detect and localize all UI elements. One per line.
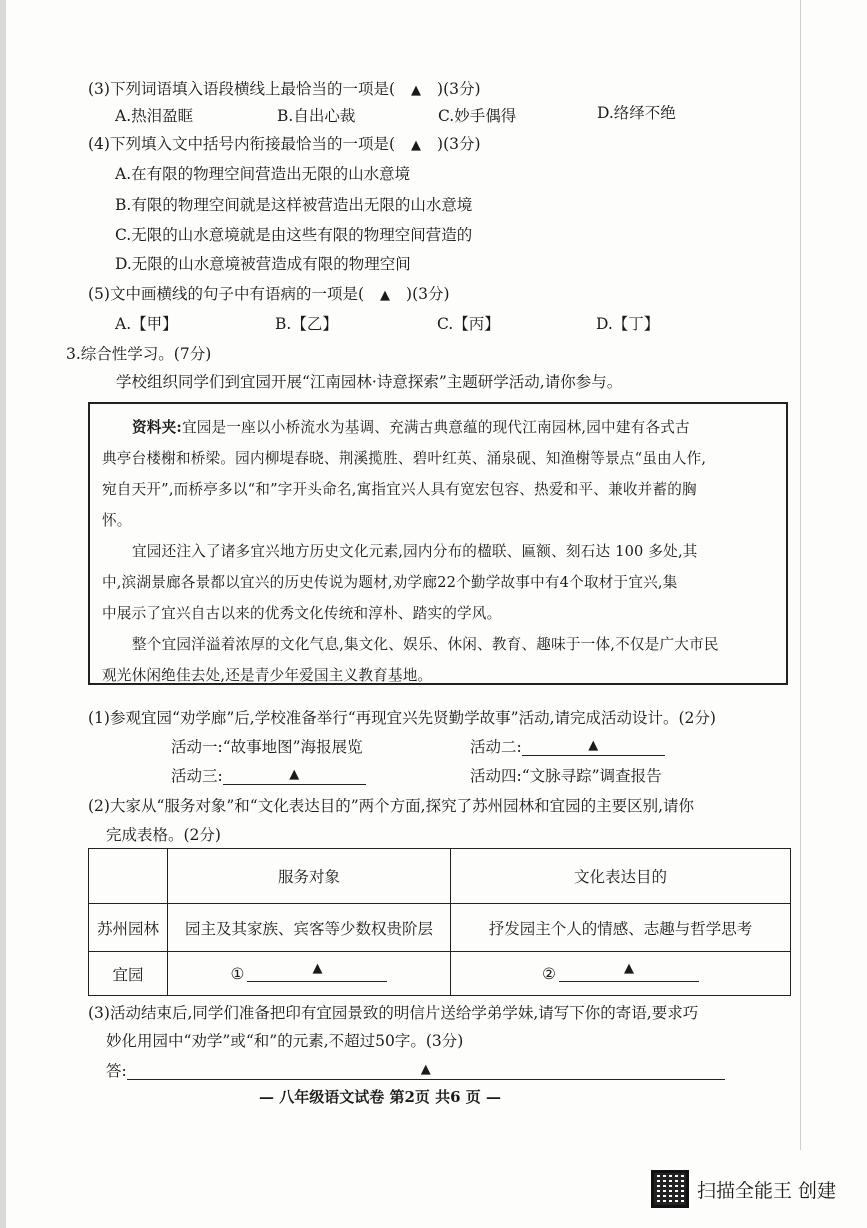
section-3-intro: 学校组织同学们到宜园开展“江南园林·诗意探索”主题研学活动,请你参与。 (116, 373, 623, 391)
q4-option-d: D.无限的山水意境被营造成有限的物理空间 (115, 255, 411, 273)
material-box (88, 402, 788, 685)
blank-marker: ▲ (623, 961, 634, 976)
activity-1: 活动一:“故事地图”海报展览 (171, 738, 363, 756)
q5-stem: (5)文中画横线的句子中有语病的一项是( ▲ )(3分) (88, 283, 450, 307)
activity-3: 活动三: ▲ (171, 765, 366, 787)
activity-2: 活动二: ▲ (470, 736, 665, 758)
table-cell: ① ▲ (168, 952, 451, 996)
answer-blank[interactable] (559, 961, 699, 982)
q5-option-b: B.【乙】 (275, 315, 338, 333)
table-cell: 宜园 (89, 952, 168, 996)
comparison-table (88, 848, 791, 996)
blank-marker: ▲ (289, 766, 300, 782)
sq1-text: (1)参观宜园“劝学廊”后,学校准备举行“再现宜兴先贤勤学故事”活动,请完成活动设计。(2分) (88, 709, 716, 727)
table-header-cell: 文化表达目的 (451, 849, 791, 904)
answer-label: 答: (106, 1062, 127, 1080)
table-cell: 园主及其家族、宾客等少数权贵阶层 (168, 904, 451, 952)
blank-marker: ▲ (312, 961, 323, 976)
q4-option-c: C.无限的山水意境就是由这些有限的物理空间营造的 (115, 226, 473, 244)
answer-blank[interactable] (247, 961, 387, 982)
material-p3-line: 整个宜园洋溢着浓厚的文化气息,集文化、娱乐、休闲、教育、趣味于一体,不仅是广大市民 (132, 636, 719, 653)
sq2-line1: (2)大家从“服务对象”和“文化表达目的”两个方面,探究了苏州园林和宜园的主要区别,请你 (88, 797, 695, 815)
q4-stem: (4)下列填入文中括号内衔接最恰当的一项是( ▲ )(3分) (88, 133, 481, 157)
material-p1-line: 典亭台楼榭和桥梁。园内柳堤春晓、荆溪揽胜、碧叶红英、涌泉砚、知渔榭等景点“虽由人作, (102, 450, 707, 467)
table-row (89, 904, 791, 952)
table-cell: ② ▲ (451, 952, 791, 996)
blank-marker: ▲ (380, 288, 391, 303)
q5-option-a: A.【甲】 (115, 315, 178, 333)
q4-option-b: B.有限的物理空间就是这样被营造出无限的山水意境 (115, 196, 473, 214)
table-cell: 抒发园主个人的情感、志趣与哲学思考 (451, 904, 791, 952)
blank-marker: ▲ (411, 138, 422, 153)
q5-option-c: C.【丙】 (437, 315, 500, 333)
q5-option-d: D.【丁】 (596, 315, 660, 333)
page-footer: — 八年级语文试卷 第2页 共6 页 — (259, 1088, 501, 1106)
q3-stem: (3)下列词语填入语段横线上最恰当的一项是( ▲ )(3分) (88, 78, 481, 102)
material-p1-line: 宛自天开”,而桥亭多以“和”字开头命名,寓指宜兴人具有宽宏包容、热爱和平、兼收并蓄的胸 (102, 481, 697, 498)
answer-line[interactable] (127, 1061, 725, 1080)
table-cell: 苏州园林 (89, 904, 168, 952)
table-header-row (89, 849, 791, 904)
q3-option-c: C.妙手偶得 (438, 107, 517, 125)
sq3-line1: (3)活动结束后,同学们准备把印有宜园景致的明信片送给学弟学妹,请写下你的寄语,要求巧 (88, 1004, 699, 1022)
q4-option-a: A.在有限的物理空间营造出无限的山水意境 (115, 165, 411, 183)
material-p1-line: 资料夹:宜园是一座以小桥流水为基调、充满古典意蕴的现代江南园林,园中建有各式古 (132, 419, 690, 436)
q3-option-b: B.自出心裁 (277, 107, 356, 125)
scan-edge-right (800, 0, 801, 1150)
qr-code-icon (651, 1170, 689, 1208)
material-p2-line: 宜园还注入了诸多宜兴地方历史文化元素,园内分布的楹联、匾额、刻石达 100 多处,其 (132, 543, 698, 560)
scanner-watermark: 扫描全能王 创建 (697, 1180, 837, 1202)
activity-4: 活动四:“文脉寻踪”调查报告 (470, 767, 662, 785)
blank-marker: ▲ (411, 83, 422, 98)
blank-marker: ▲ (588, 737, 599, 753)
sq3-line2: 妙化用园中“劝学”或“和”的元素,不超过50字。(3分) (106, 1032, 464, 1050)
blank-marker: ▲ (420, 1061, 431, 1077)
material-p2-line: 中,滨湖景廊各景都以宜兴的历史传说为题材,劝学廊22个勤学故事中有4个取材于宜兴,集 (102, 574, 678, 591)
material-p2-line: 中展示了宜兴自古以来的优秀文化传统和淳朴、踏实的学风。 (102, 605, 502, 622)
q3-option-d: D.络绎不绝 (597, 104, 676, 122)
section-3-title: 3.综合性学习。(7分) (66, 345, 212, 363)
material-p1-line: 怀。 (102, 512, 132, 529)
sq2-line2: 完成表格。(2分) (106, 826, 221, 844)
material-p3-line: 观光休闲绝佳去处,还是青少年爱国主义教育基地。 (102, 667, 433, 684)
scan-edge (0, 0, 6, 1228)
table-row (89, 952, 791, 996)
material-label: 资料夹: (132, 419, 182, 436)
table-header-cell (89, 849, 168, 904)
sq3-answer (106, 1060, 725, 1082)
table-header-cell: 服务对象 (168, 849, 451, 904)
q3-option-a: A.热泪盈眶 (115, 107, 194, 125)
